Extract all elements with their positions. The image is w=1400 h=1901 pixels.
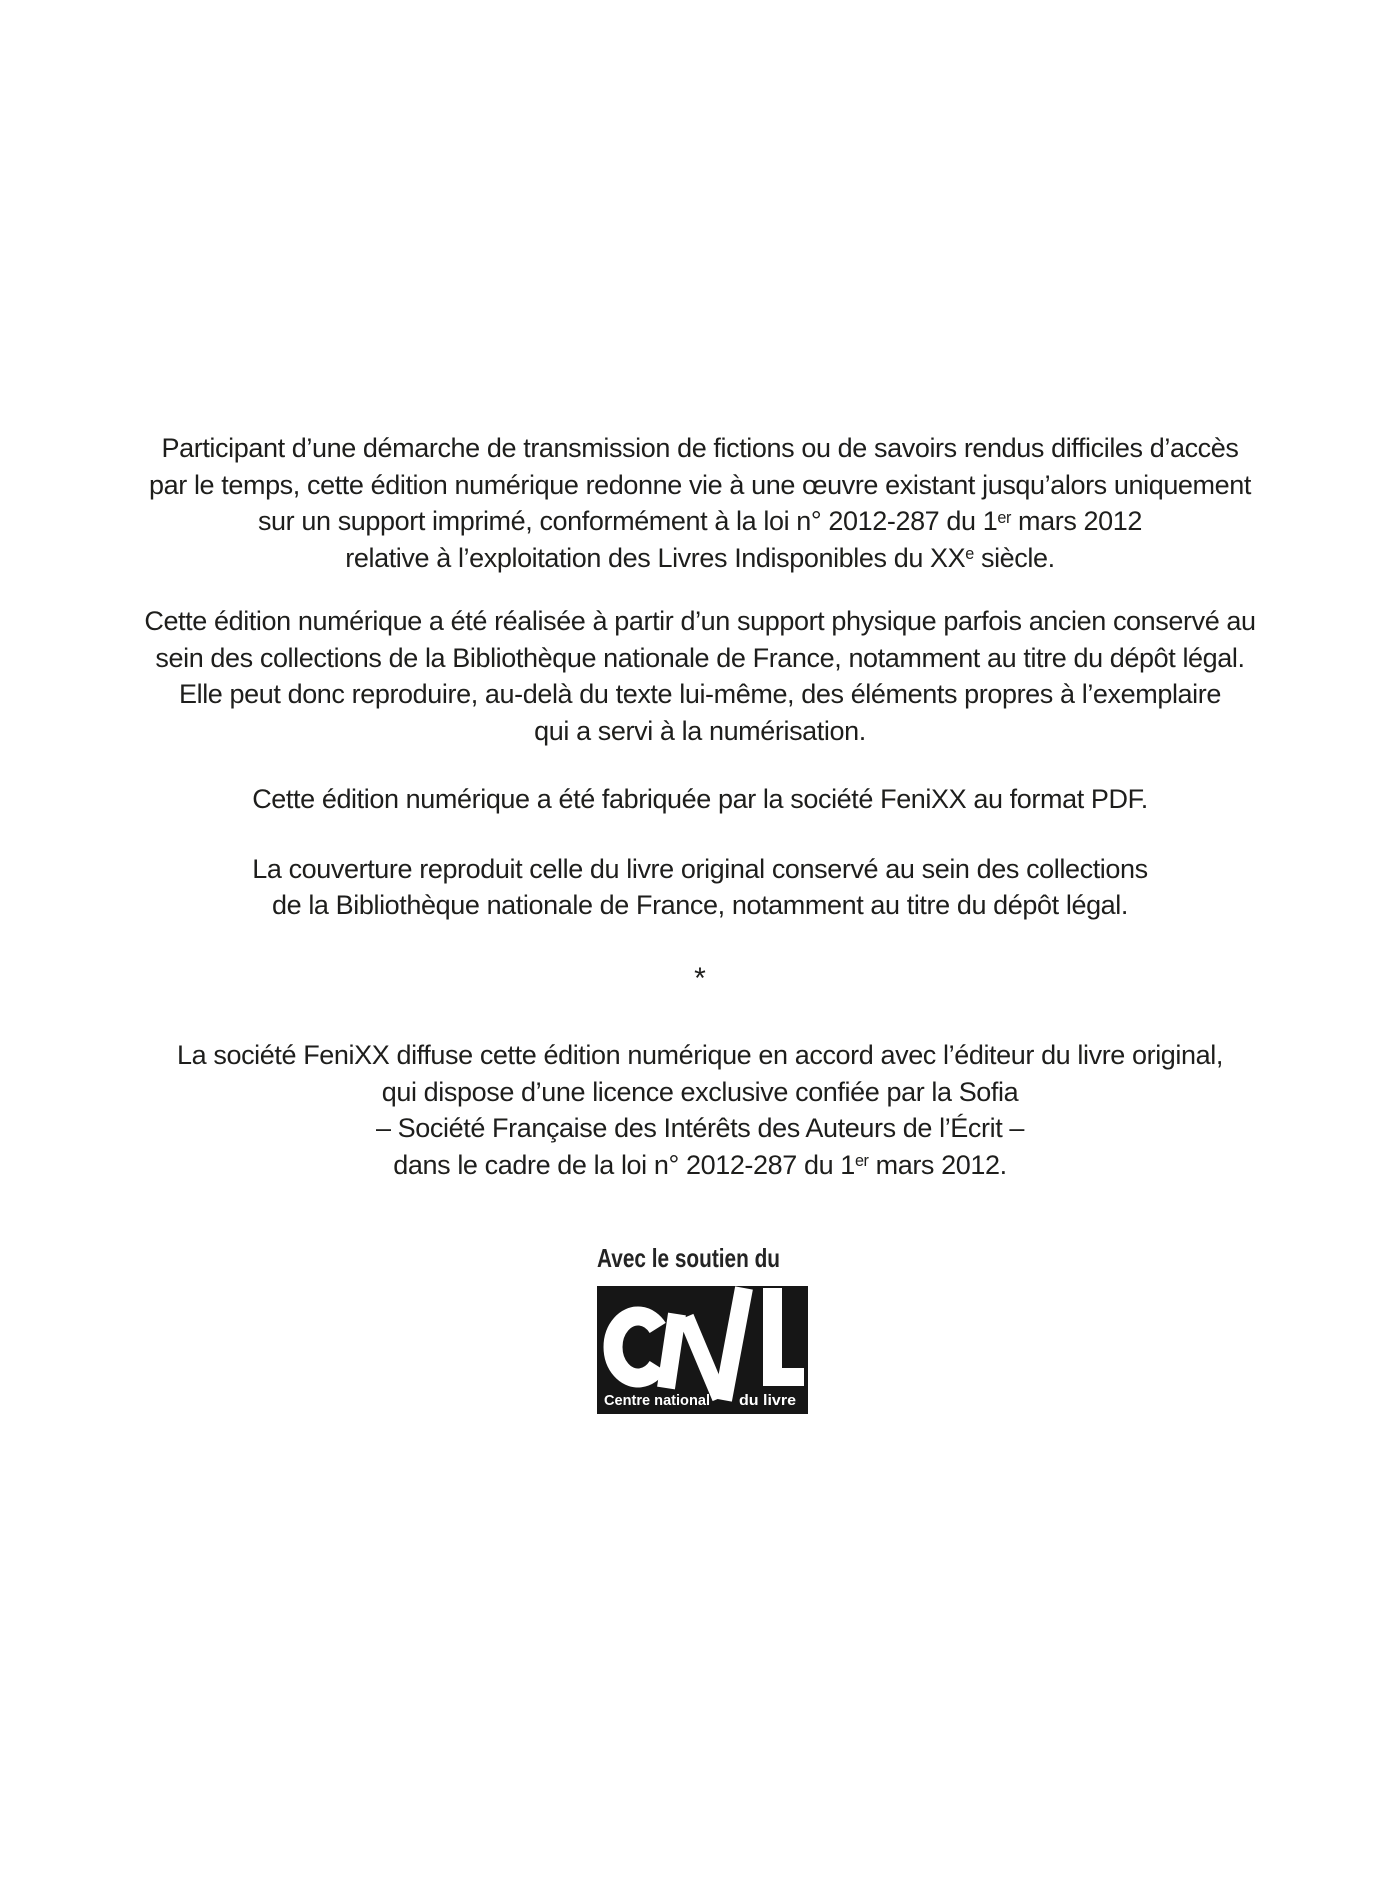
separator-asterisk: * [694, 961, 706, 995]
cnl-logo [597, 1286, 808, 1414]
cnl-logo-block [597, 1243, 808, 1414]
paragraph-legal-2: Cette édition numérique a été réalisée à partir d’un support physique parfois ancien conservé au sein des collections de la Bibliothèque nationale de France, notamment au titre du dépôt légal. Elle peut donc reproduire, au-delà du texte lui-même, des éléments propres à l’exemplaire qui a servi à la numérisation. [144, 606, 1256, 746]
paragraph-legal-4: La couverture reproduit celle du livre original conservé au sein des collections de la Bibliothèque nationale de France, notamment au titre du dépôt légal. [252, 853, 1148, 920]
paragraph-legal-1: Participant d’une démarche de transmission de fictions ou de savoirs rendus difficiles d’accès par le temps, cette édition numérique redonne vie à une œuvre existant jusqu’alors uniquement sur un support imprimé, conformément à la loi n° 2012-287 du 1er mars 2012 relative à l’exploitation des Livres Indisponibles du XXe siècle. [149, 433, 1251, 573]
cnl-caption-left: Centre national [604, 1393, 710, 1409]
support-label: Avec le soutien du [597, 1243, 781, 1273]
cnl-caption-right: du livre [739, 1393, 796, 1409]
paragraph-legal-5: La société FeniXX diffuse cette édition numérique en accord avec l’éditeur du livre original, qui dispose d’une licence exclusive confiée par la Sofia – Société Française des Intérêts des Auteurs de l’Écrit – dans le cadre de la loi n° 2012-287 du 1er mars 2012. [177, 1040, 1223, 1180]
paragraph-legal-3: Cette édition numérique a été fabriquée par la société FeniXX au format PDF. [252, 784, 1148, 814]
